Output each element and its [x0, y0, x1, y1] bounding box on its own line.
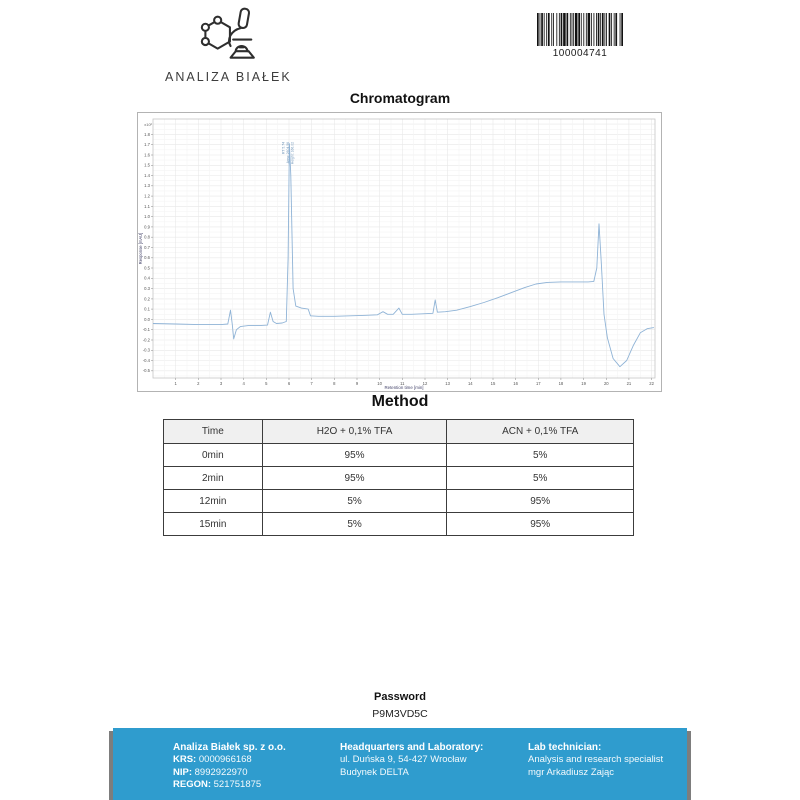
- method-col-header: Time: [164, 420, 263, 444]
- svg-text:RT 5.74: RT 5.74: [281, 142, 286, 154]
- svg-text:16: 16: [513, 381, 518, 386]
- svg-text:19: 19: [581, 381, 586, 386]
- method-cell: 15min: [164, 513, 263, 536]
- company-regon: REGON: 521751875: [173, 779, 262, 790]
- footer: [113, 728, 687, 800]
- method-cell: 5%: [262, 490, 447, 513]
- footer-hq-column: [340, 741, 483, 779]
- method-table: [163, 419, 634, 536]
- svg-text:-0.5: -0.5: [142, 368, 150, 374]
- svg-text:6: 6: [287, 381, 291, 386]
- chromatogram-plot: [138, 113, 661, 391]
- svg-text:x10²: x10²: [144, 122, 152, 127]
- method-header-row: [164, 420, 634, 444]
- method-row: [164, 467, 634, 490]
- svg-text:1.4: 1.4: [144, 172, 150, 178]
- method-cell: 12min: [164, 490, 263, 513]
- logo: [165, 6, 290, 84]
- svg-text:12: 12: [422, 381, 428, 386]
- technician-role: Analysis and research specialist: [528, 754, 664, 765]
- svg-text:3: 3: [219, 381, 223, 386]
- method-row: [164, 513, 634, 536]
- svg-text:-0.4: -0.4: [142, 357, 150, 363]
- svg-text:1.8: 1.8: [144, 131, 150, 137]
- svg-text:7: 7: [310, 381, 313, 386]
- method-cell: 95%: [447, 490, 634, 513]
- svg-text:0.6: 0.6: [144, 255, 150, 261]
- svg-text:22: 22: [649, 381, 654, 386]
- logo-label: ANALIZA BIAŁEK: [165, 70, 292, 84]
- svg-text:13: 13: [445, 381, 450, 386]
- method-cell: 5%: [262, 513, 447, 536]
- svg-text:1.1: 1.1: [144, 203, 150, 209]
- svg-text:1.7: 1.7: [144, 142, 150, 148]
- svg-text:1: 1: [174, 381, 177, 386]
- svg-text:1.5: 1.5: [144, 162, 150, 168]
- method-title: Method: [371, 393, 429, 410]
- company-krs: KRS: 0000966168: [173, 754, 252, 765]
- svg-text:0.2: 0.2: [144, 296, 150, 302]
- chromatogram-title: Chromatogram: [349, 90, 451, 106]
- technician-name: mgr Arkadiusz Zając: [528, 766, 615, 778]
- svg-text:Retention time [min]: Retention time [min]: [384, 385, 424, 390]
- method-cell: 95%: [262, 467, 447, 490]
- method-cell: 95%: [447, 513, 634, 536]
- svg-text:0.1: 0.1: [144, 306, 150, 312]
- company-nip: NIP: 8992922970: [173, 766, 248, 778]
- method-col-header: H2O + 0,1% TFA: [262, 420, 447, 444]
- svg-text:21: 21: [626, 381, 632, 386]
- svg-text:17: 17: [535, 381, 541, 386]
- svg-text:1.6: 1.6: [144, 152, 150, 158]
- svg-text:-0.3: -0.3: [142, 347, 150, 353]
- svg-text:1.3: 1.3: [144, 183, 150, 189]
- svg-text:0.7: 0.7: [144, 244, 150, 250]
- method-cell: 95%: [262, 444, 447, 467]
- hq-title: Headquarters and Laboratory:: [340, 742, 484, 753]
- method-cell: 5%: [447, 467, 634, 490]
- svg-text:18: 18: [558, 381, 564, 386]
- svg-text:0.9: 0.9: [144, 224, 150, 230]
- method-row: [164, 490, 634, 513]
- footer-technician-column: [528, 741, 663, 779]
- svg-text:Height: 166.02: Height: 166.02: [290, 142, 295, 165]
- company-name: Analiza Białek sp. z o.o.: [173, 742, 286, 753]
- method-col-header: ACN + 0,1% TFA: [447, 420, 634, 444]
- svg-text:0.4: 0.4: [144, 275, 150, 281]
- svg-text:-0.2: -0.2: [142, 337, 150, 343]
- svg-text:5: 5: [265, 381, 268, 386]
- svg-text:1.0: 1.0: [144, 214, 150, 219]
- barcode: [528, 13, 632, 59]
- chromatogram-chart: [137, 112, 662, 392]
- barcode-number: 100004741: [552, 48, 608, 59]
- svg-text:20: 20: [603, 381, 609, 386]
- svg-text:Area: 2604.56: Area: 2604.56: [285, 142, 290, 164]
- svg-text:-0.1: -0.1: [142, 327, 150, 333]
- svg-text:0.0: 0.0: [144, 316, 150, 322]
- molecule-microscope-icon: [189, 6, 267, 68]
- password-value: P9M3VD5C: [372, 708, 428, 720]
- barcode-bars: [537, 13, 623, 46]
- svg-text:2: 2: [197, 381, 200, 386]
- svg-text:8: 8: [333, 381, 336, 386]
- svg-text:0.3: 0.3: [144, 286, 150, 291]
- method-cell: 2min: [164, 467, 263, 490]
- svg-text:Response [mAU]: Response [mAU]: [138, 232, 143, 265]
- svg-text:0.8: 0.8: [144, 234, 150, 240]
- svg-text:10: 10: [377, 381, 382, 386]
- hq-building: Budynek DELTA: [340, 766, 409, 778]
- password-label: Password: [374, 691, 426, 703]
- method-cell: 0min: [164, 444, 263, 467]
- svg-text:14: 14: [467, 381, 473, 386]
- method-row: [164, 444, 634, 467]
- technician-title: Lab technician:: [528, 742, 602, 753]
- svg-text:4: 4: [242, 381, 245, 386]
- svg-text:15: 15: [490, 381, 496, 386]
- svg-text:11: 11: [400, 381, 405, 386]
- footer-company-column: [173, 741, 286, 792]
- svg-text:1.2: 1.2: [144, 193, 150, 199]
- hq-address: ul. Duńska 9, 54-427 Wrocław: [340, 754, 467, 765]
- method-cell: 5%: [447, 444, 634, 467]
- svg-text:0.5: 0.5: [144, 265, 150, 271]
- svg-text:9: 9: [355, 381, 359, 386]
